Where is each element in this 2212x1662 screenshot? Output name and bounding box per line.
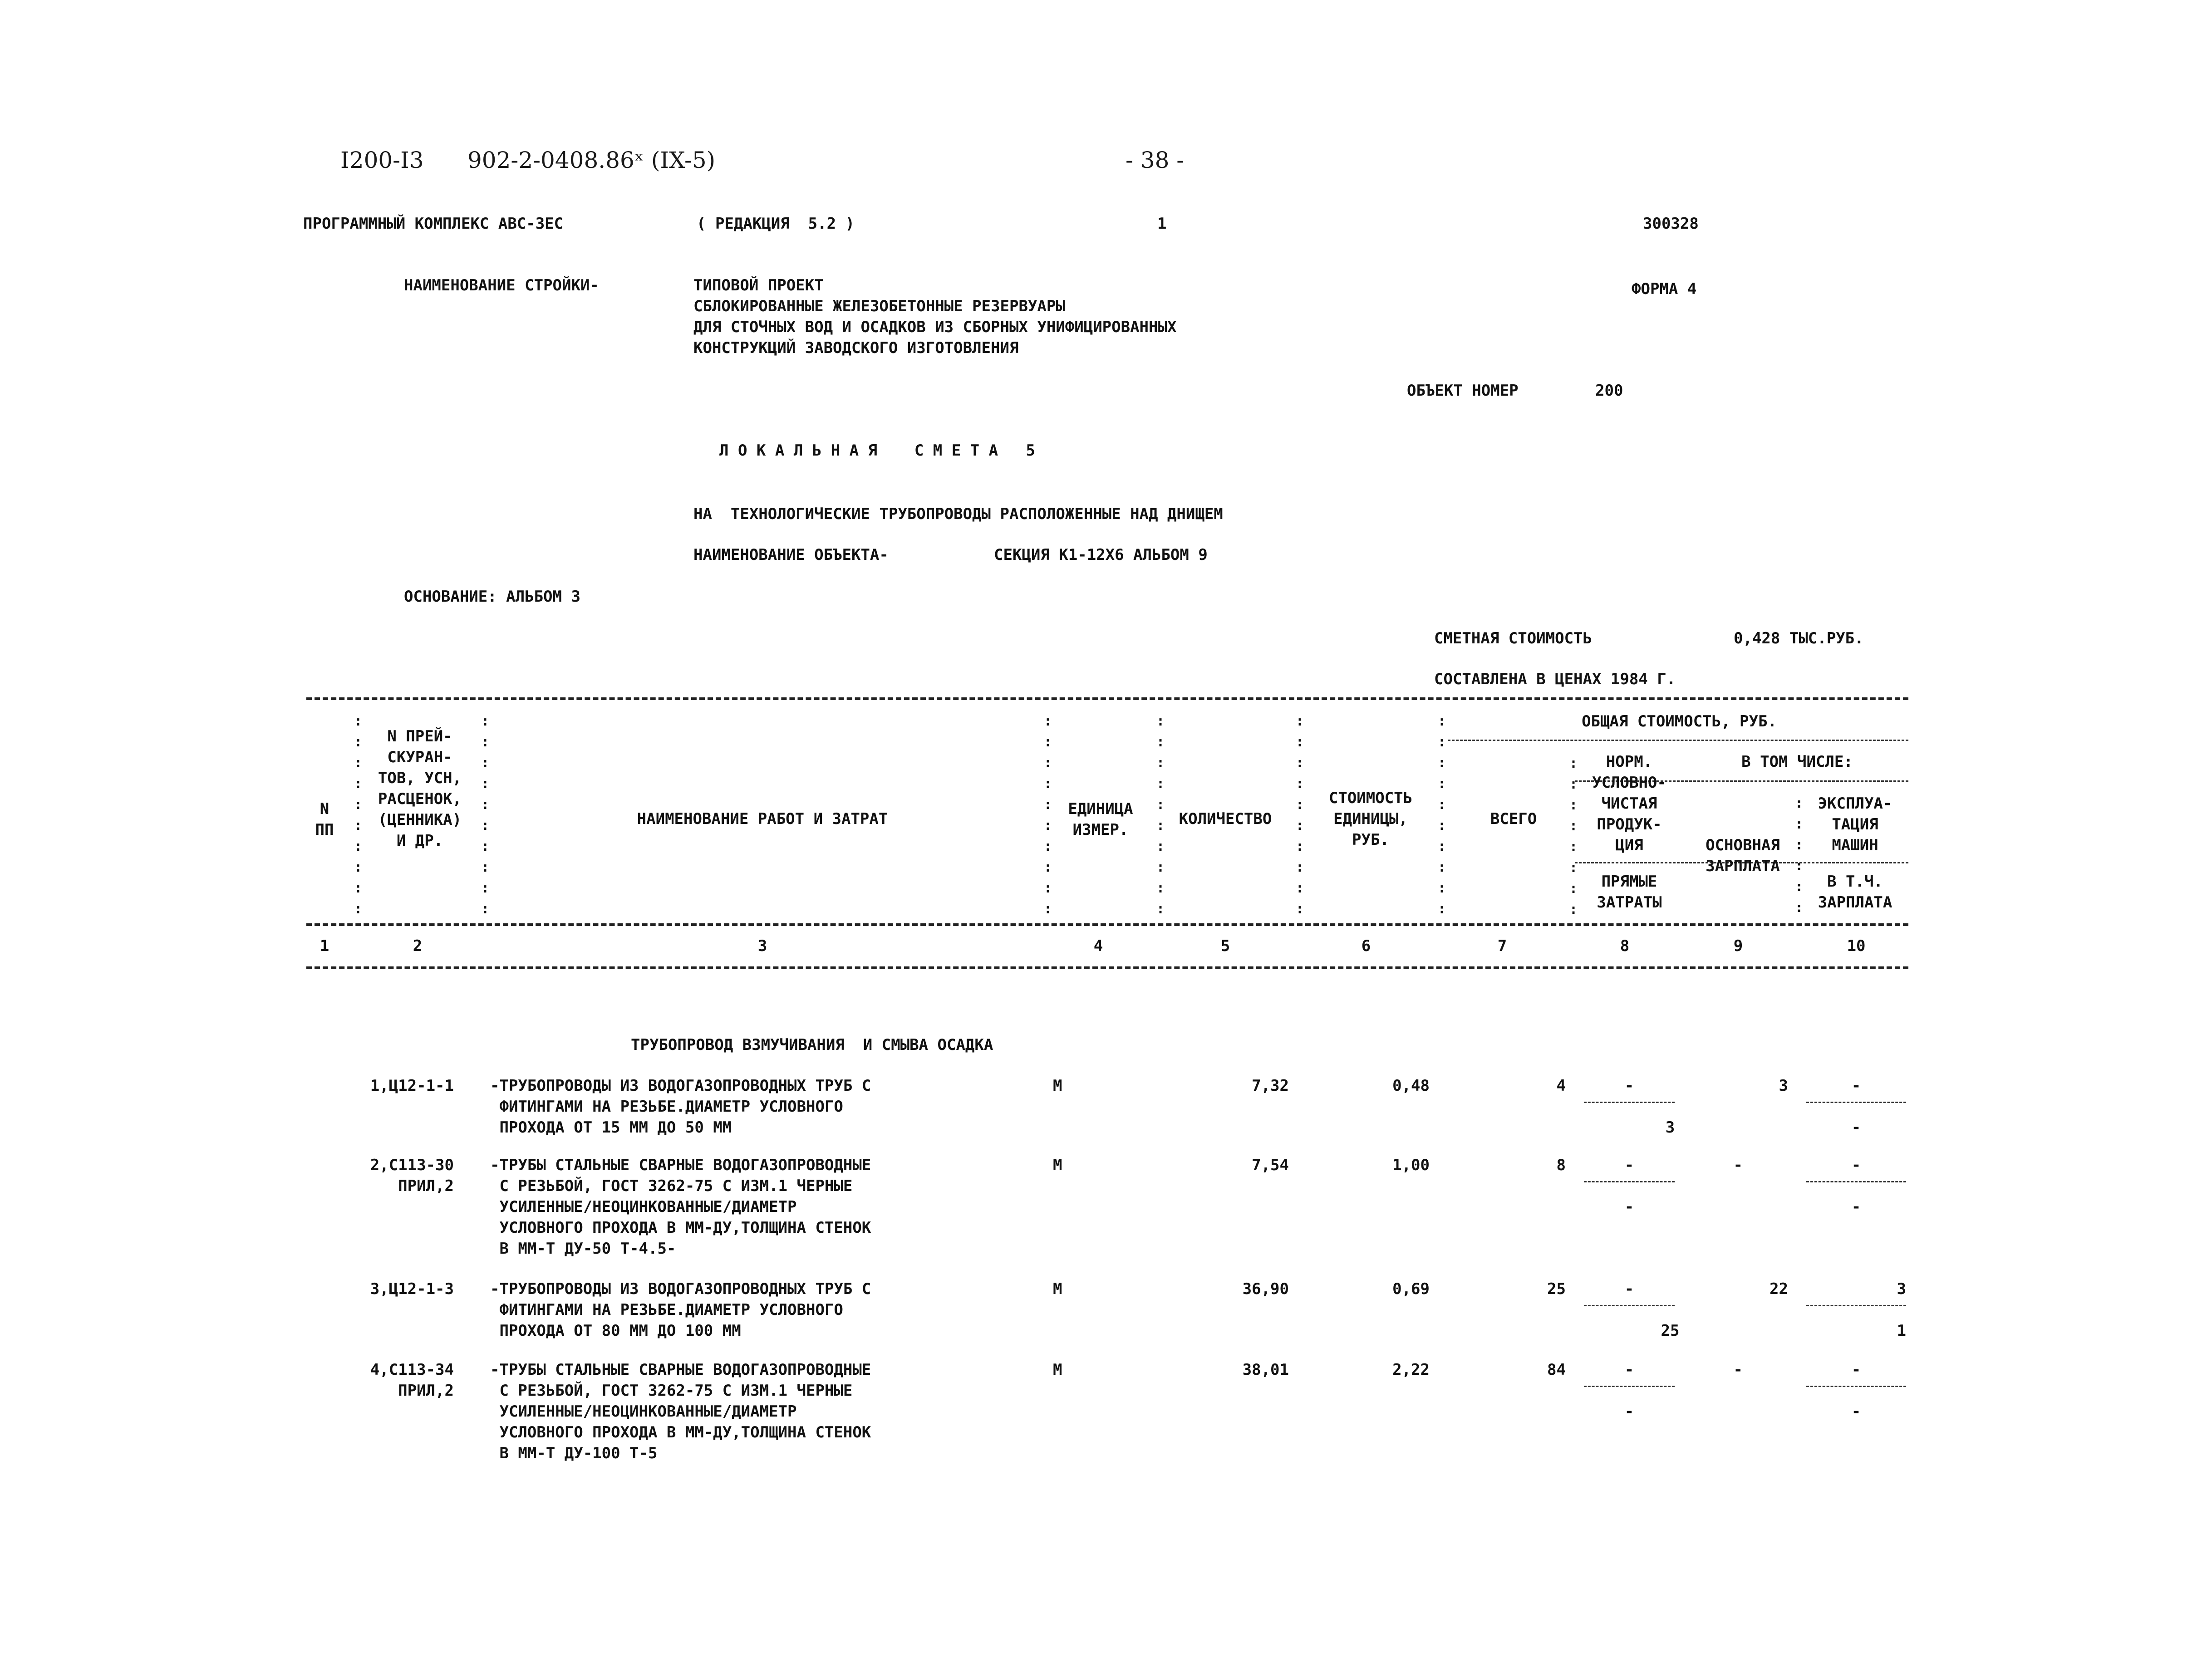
row-norm-low: 25	[1661, 1322, 1680, 1340]
price-basis: СОСТАВЛЕНА В ЦЕНАХ 1984 Г.	[1434, 670, 1676, 688]
table-bottom-rule	[306, 966, 1908, 969]
project-code: 902-2-0408.86ˣ (IX-5)	[467, 147, 716, 173]
row-total: 8	[1556, 1156, 1566, 1174]
section-title: ТРУБОПРОВОД ВЗМУЧИВАНИЯ И СМЫВА ОСАДКА	[631, 1036, 993, 1054]
cell-rule	[1806, 1181, 1906, 1182]
header-machines: ЭКСПЛУА- ТАЦИЯ МАШИН	[1818, 794, 1892, 854]
row-salary: 22	[1770, 1280, 1788, 1298]
row-unit-cost: 2,22	[1392, 1361, 1430, 1379]
program-edition: ( РЕДАКЦИЯ 5.2 )	[697, 215, 855, 233]
header-norm: НОРМ. УСЛОВНО- ЧИСТАЯ ПРОДУК- ЦИЯ	[1592, 753, 1666, 854]
sep: : : : : : : : : : :	[481, 713, 490, 917]
row-salary: -	[1733, 1156, 1743, 1174]
row-code: 4,С113-34 ПРИЛ,2	[370, 1361, 454, 1400]
construction-line-4: КОНСТРУКЦИЙ ЗАВОДСКОГО ИЗГОТОВЛЕНИЯ	[693, 339, 1019, 357]
row-unit: М	[1053, 1280, 1062, 1298]
page-number: - 38 -	[1126, 147, 1185, 173]
row-machines-low: -	[1851, 1198, 1861, 1216]
header-total-group: ОБЩАЯ СТОИМОСТЬ, РУБ.	[1582, 712, 1777, 730]
header-n: N ПП	[315, 800, 334, 839]
sep: : : : : : : : : : :	[1044, 713, 1052, 917]
header-code: N ПРЕЙ- СКУРАН- ТОВ, УСН, РАСЦЕНОК, (ЦЕННИКА) И ДР.	[378, 727, 462, 850]
row-machines: 3	[1897, 1280, 1906, 1298]
cell-rule	[1584, 1305, 1675, 1306]
construction-line-3: ДЛЯ СТОЧНЫХ ВОД И ОСАДКОВ ИЗ СБОРНЫХ УНИФИЦИРОВАННЫХ	[693, 318, 1177, 336]
col-number: 7	[1497, 937, 1507, 955]
col-number: 10	[1847, 937, 1866, 955]
col-number: 4	[1093, 937, 1103, 955]
row-code: 2,С113-30 ПРИЛ,2	[370, 1156, 454, 1195]
construction-line-1: ТИПОВОЙ ПРОЕКТ	[693, 276, 824, 294]
row-norm: -	[1624, 1361, 1634, 1379]
object-number: 200	[1595, 382, 1623, 400]
row-unit: М	[1053, 1077, 1062, 1095]
header-direct-costs: ПРЯМЫЕ ЗАТРАТЫ	[1597, 873, 1662, 912]
sheet-number: 1	[1157, 215, 1167, 233]
sep: : : : : : : : : : :	[1296, 713, 1304, 917]
row-norm: -	[1624, 1280, 1634, 1298]
row-code: 1,Ц12-1-1	[370, 1077, 454, 1095]
row-machines: -	[1851, 1077, 1861, 1095]
header-base-salary: ОСНОВНАЯ ЗАРПЛАТА	[1706, 836, 1780, 875]
header-quantity: КОЛИЧЕСТВО	[1179, 810, 1272, 828]
sep: : : : : : : : : : :	[1438, 713, 1446, 917]
row-norm-low: -	[1624, 1402, 1634, 1421]
col-number: 1	[320, 937, 329, 955]
cell-rule	[1584, 1102, 1675, 1103]
sep: : : : : : : : : : :	[354, 713, 363, 917]
row-machines: -	[1851, 1156, 1861, 1174]
estimated-cost-label: СМЕТНАЯ СТОИМОСТЬ	[1434, 629, 1592, 647]
col-number: 9	[1733, 937, 1743, 955]
row-norm-low: -	[1624, 1198, 1634, 1216]
row-name: -ТРУБЫ СТАЛЬНЫЕ СВАРНЫЕ ВОДОГАЗОПРОВОДНЫЕ С РЕЗЬБОЙ, ГОСТ 3262-75 С ИЗМ.1 ЧЕРНЫЕ УСИЛЕННЫЕ/НЕОЦИНКОВАННЫЕ/ДИАМЕТР УСЛОВНОГО ПРОХОДА В ММ-ДУ,ТОЛЩИНА СТЕНОК В ММ-Т ДУ-50 Т-4.5-	[490, 1156, 871, 1258]
estimate-subject: НА ТЕХНОЛОГИЧЕСКИЕ ТРУБОПРОВОДЫ РАСПОЛОЖЕННЫЕ НАД ДНИЩЕМ	[693, 505, 1223, 523]
header-including: В ТОМ ЧИСЛЕ:	[1741, 753, 1853, 771]
form-number: ФОРМА 4	[1632, 280, 1697, 298]
row-machines-low: 1	[1897, 1322, 1906, 1340]
row-unit-cost: 0,48	[1392, 1077, 1430, 1095]
row-norm: -	[1624, 1077, 1634, 1095]
estimate-title: Л О К А Л Ь Н А Я С М Е Т А 5	[719, 441, 1035, 460]
sheet-code: I200-I3	[340, 147, 424, 173]
object-name-label: НАИМЕНОВАНИЕ ОБЪЕКТА-	[693, 546, 889, 564]
basis: ОСНОВАНИЕ: АЛЬБОМ 3	[404, 588, 580, 606]
cell-rule	[1806, 1102, 1906, 1103]
row-code: 3,Ц12-1-3	[370, 1280, 454, 1298]
row-quantity: 7,32	[1252, 1077, 1289, 1095]
row-unit-cost: 1,00	[1392, 1156, 1430, 1174]
col-number: 2	[413, 937, 423, 955]
construction-label: НАИМЕНОВАНИЕ СТРОЙКИ-	[404, 276, 599, 294]
group-rule	[1448, 740, 1908, 741]
header-name: НАИМЕНОВАНИЕ РАБОТ И ЗАТРАТ	[637, 810, 888, 828]
row-unit: М	[1053, 1361, 1062, 1379]
cell-rule	[1806, 1386, 1906, 1387]
document-number: 300328	[1643, 215, 1699, 233]
row-norm: -	[1624, 1156, 1634, 1174]
header-bottom-rule	[306, 923, 1908, 926]
object-number-label: ОБЪЕКТ НОМЕР	[1407, 382, 1519, 400]
header-unit-cost: СТОИМОСТЬ ЕДИНИЦЫ, РУБ.	[1328, 789, 1413, 849]
col-number: 8	[1620, 937, 1630, 955]
header-unit: ЕДИНИЦА ИЗМЕР.	[1068, 800, 1133, 839]
row-name: -ТРУБЫ СТАЛЬНЫЕ СВАРНЫЕ ВОДОГАЗОПРОВОДНЫЕ С РЕЗЬБОЙ, ГОСТ 3262-75 С ИЗМ.1 ЧЕРНЫЕ УСИЛЕННЫЕ/НЕОЦИНКОВАННЫЕ/ДИАМЕТР УСЛОВНОГО ПРОХОДА В ММ-ДУ,ТОЛЩИНА СТЕНОК В ММ-Т ДУ-100 Т-5	[490, 1361, 871, 1462]
cell-rule	[1584, 1386, 1675, 1387]
row-norm-low: 3	[1665, 1118, 1675, 1137]
header-total: ВСЕГО	[1490, 810, 1537, 828]
row-total: 25	[1547, 1280, 1566, 1298]
row-unit-cost: 0,69	[1392, 1280, 1430, 1298]
program-name: ПРОГРАММНЫЙ КОМПЛЕКС АВС-3ЕС	[303, 215, 564, 233]
row-quantity: 38,01	[1242, 1361, 1289, 1379]
col-number: 3	[757, 937, 767, 955]
row-unit: М	[1053, 1156, 1062, 1174]
row-quantity: 36,90	[1242, 1280, 1289, 1298]
row-quantity: 7,54	[1252, 1156, 1289, 1174]
row-salary: -	[1733, 1361, 1743, 1379]
sep: : : : : : : : : : :	[1156, 713, 1165, 917]
cell-rule	[1806, 1305, 1906, 1306]
row-machines-low: -	[1851, 1402, 1861, 1421]
table-top-rule	[306, 697, 1908, 700]
construction-line-2: СБЛОКИРОВАННЫЕ ЖЕЛЕЗОБЕТОННЫЕ РЕЗЕРВУАРЫ	[693, 297, 1065, 315]
row-machines-low: -	[1851, 1118, 1861, 1137]
cell-rule	[1584, 1181, 1675, 1182]
row-name: -ТРУБОПРОВОДЫ ИЗ ВОДОГАЗОПРОВОДНЫХ ТРУБ С ФИТИНГАМИ НА РЕЗЬБЕ.ДИАМЕТР УСЛОВНОГО ПРОХОДА ОТ 15 ММ ДО 50 ММ	[490, 1077, 871, 1137]
col-number: 5	[1220, 937, 1230, 955]
row-name: -ТРУБОПРОВОДЫ ИЗ ВОДОГАЗОПРОВОДНЫХ ТРУБ С ФИТИНГАМИ НА РЕЗЬБЕ.ДИАМЕТР УСЛОВНОГО ПРОХОДА ОТ 80 ММ ДО 100 ММ	[490, 1280, 871, 1340]
sep: : : : : : : : :	[1569, 755, 1578, 917]
row-total: 84	[1547, 1361, 1566, 1379]
estimated-cost-value: 0,428 ТЫС.РУБ.	[1734, 629, 1864, 647]
header-incl-salary: В Т.Ч. ЗАРПЛАТА	[1818, 873, 1892, 912]
object-name: СЕКЦИЯ К1-12Х6 АЛЬБОМ 9	[994, 546, 1208, 564]
col-number: 6	[1361, 937, 1371, 955]
row-salary: 3	[1779, 1077, 1788, 1095]
row-machines: -	[1851, 1361, 1861, 1379]
sep: : : : : : :	[1795, 795, 1804, 916]
row-total: 4	[1556, 1077, 1566, 1095]
